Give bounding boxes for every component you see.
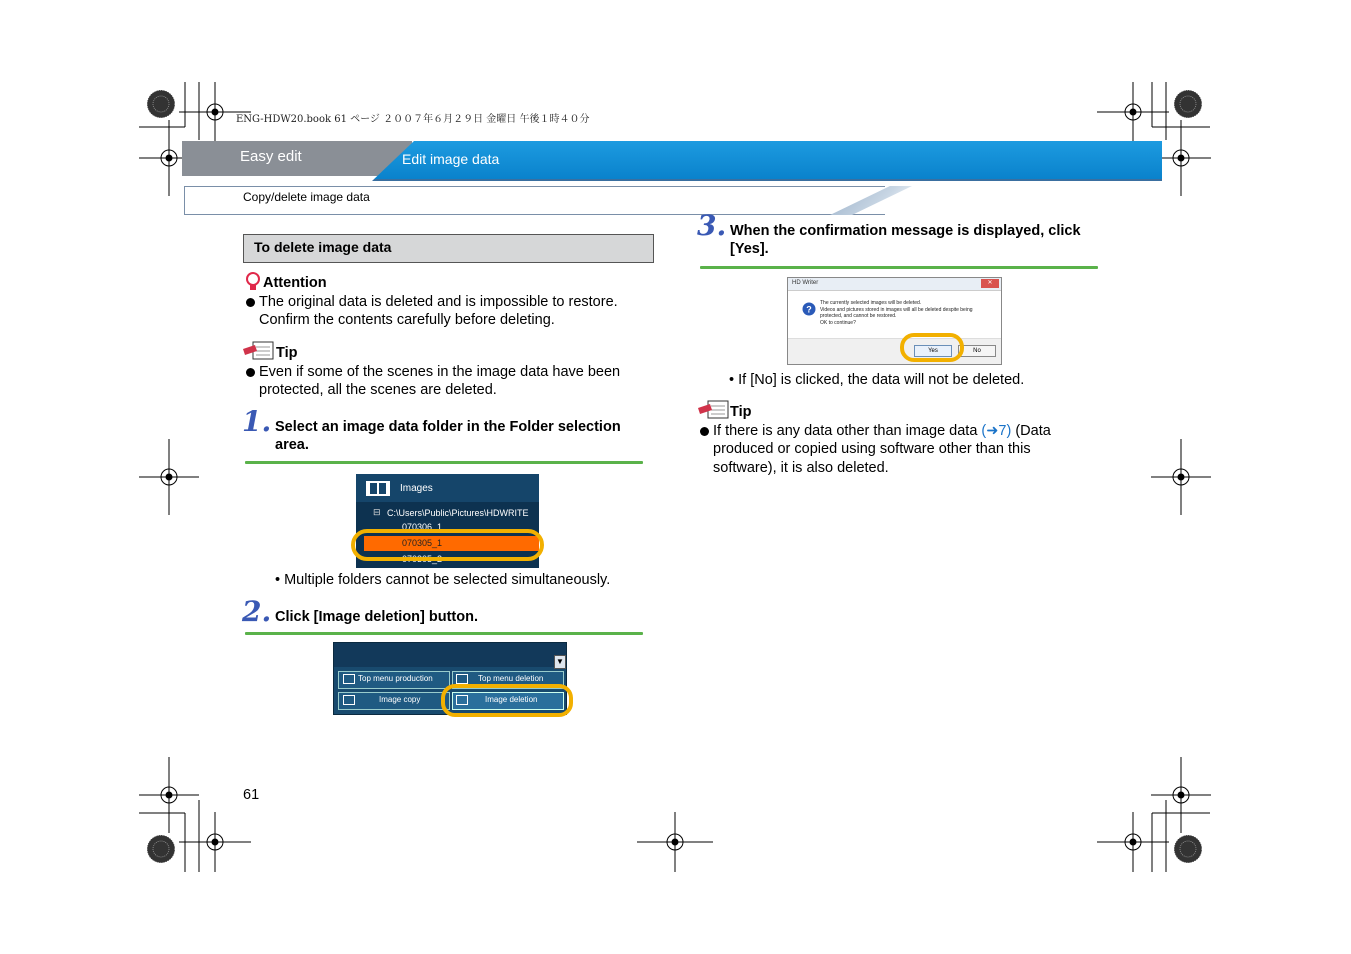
tip-2-text-b: (Data bbox=[1011, 423, 1051, 439]
tip-icon bbox=[243, 341, 275, 361]
folder-item-selected[interactable]: 070305_1 bbox=[402, 538, 443, 548]
tip-label: Tip bbox=[730, 404, 752, 420]
bullet bbox=[700, 427, 709, 436]
page-number: 61 bbox=[243, 787, 260, 803]
tip-line-2: protected, all the scenes are deleted. bbox=[259, 382, 497, 398]
highlight-ring bbox=[351, 529, 544, 561]
film-icon bbox=[366, 481, 390, 496]
image-deletion-button[interactable]: Image deletion bbox=[485, 695, 538, 704]
dialog-message-4: OK to continue? bbox=[820, 319, 856, 326]
attention-line-2: Confirm the contents carefully before deleting. bbox=[259, 312, 555, 328]
scroll-down-icon[interactable]: ▼ bbox=[554, 655, 566, 669]
step-3-note: • If [No] is clicked, the data will not be deleted. bbox=[729, 372, 1025, 388]
dialog-message-3: protected, and cannot be restored. bbox=[820, 313, 897, 319]
step-3-text-1: When the confirmation message is displayed, click bbox=[730, 223, 1081, 239]
tip-label: Tip bbox=[276, 345, 298, 361]
menu-icon bbox=[343, 674, 355, 684]
section-heading: To delete image data bbox=[254, 239, 392, 255]
tip-2-text-a: If there is any data other than image data bbox=[713, 423, 982, 439]
dialog-message-1: The currently selected images will be deleted. bbox=[820, 300, 922, 306]
step-1-text-2: area. bbox=[275, 437, 309, 453]
step-2-text: Click [Image deletion] button. bbox=[275, 609, 479, 625]
dialog-title: HD Writer bbox=[792, 280, 819, 286]
highlight-ring bbox=[441, 684, 573, 717]
page-link[interactable]: (➜7) bbox=[981, 423, 1012, 439]
tip-2-line-1 bbox=[713, 422, 1051, 441]
close-icon[interactable]: ✕ bbox=[981, 279, 999, 288]
yes-button[interactable]: Yes bbox=[914, 345, 952, 357]
step-divider bbox=[245, 461, 643, 464]
tip-icon bbox=[698, 400, 730, 420]
chapter-title: Easy edit bbox=[240, 148, 302, 165]
expander-icon: ⊟ bbox=[373, 507, 381, 517]
step-number: 3. bbox=[697, 209, 727, 242]
print-header: ENG-HDW20.book 61 ページ ２００７年６月２９日 金曜日 午後１時４０分 bbox=[236, 114, 590, 125]
bullet bbox=[246, 298, 255, 307]
tip-2-line-3: software), it is also deleted. bbox=[713, 460, 889, 476]
menu-delete-icon bbox=[456, 674, 468, 684]
tip-2-line-2: produced or copied using software other than this bbox=[713, 441, 1031, 457]
folder-path[interactable]: C:\Users\Public\Pictures\HDWRITE bbox=[387, 508, 529, 518]
folder-item[interactable]: 070306_1 bbox=[402, 522, 443, 532]
bullet bbox=[246, 368, 255, 377]
confirmation-dialog-screenshot bbox=[787, 277, 1002, 365]
section-title: Edit image data bbox=[402, 151, 500, 167]
step-divider bbox=[700, 266, 1098, 269]
step-1-text-1: Select an image data folder in the Folder selection bbox=[275, 419, 621, 435]
step-3-text-2: [Yes]. bbox=[730, 241, 769, 257]
step-1-note: • Multiple folders cannot be selected simultaneously. bbox=[275, 572, 611, 588]
step-number: 2. bbox=[242, 595, 272, 628]
image-copy-button[interactable]: Image copy bbox=[379, 695, 421, 704]
attention-icon bbox=[244, 272, 262, 292]
tip-line-1: Even if some of the scenes in the image data have been bbox=[259, 364, 621, 380]
attention-label: Attention bbox=[263, 275, 327, 291]
folder-item[interactable]: 070305_2 bbox=[402, 554, 443, 564]
subsection-title: Copy/delete image data bbox=[243, 190, 370, 204]
top-menu-production-button[interactable]: Top menu production bbox=[358, 674, 433, 683]
highlight-ring bbox=[900, 333, 964, 362]
question-icon bbox=[802, 302, 816, 316]
step-divider bbox=[245, 632, 643, 635]
dialog-message-2: Videos and pictures stored in images will all be deleted despite being bbox=[820, 306, 973, 313]
attention-line-1: The original data is deleted and is impossible to restore. bbox=[259, 294, 618, 310]
top-menu-deletion-button[interactable]: Top menu deletion bbox=[478, 674, 544, 683]
panel-title: Images bbox=[400, 483, 433, 494]
no-button[interactable]: No bbox=[958, 345, 996, 357]
svg-text:?: ? bbox=[806, 304, 812, 315]
copy-icon bbox=[343, 695, 355, 705]
step-number: 1. bbox=[242, 405, 272, 438]
